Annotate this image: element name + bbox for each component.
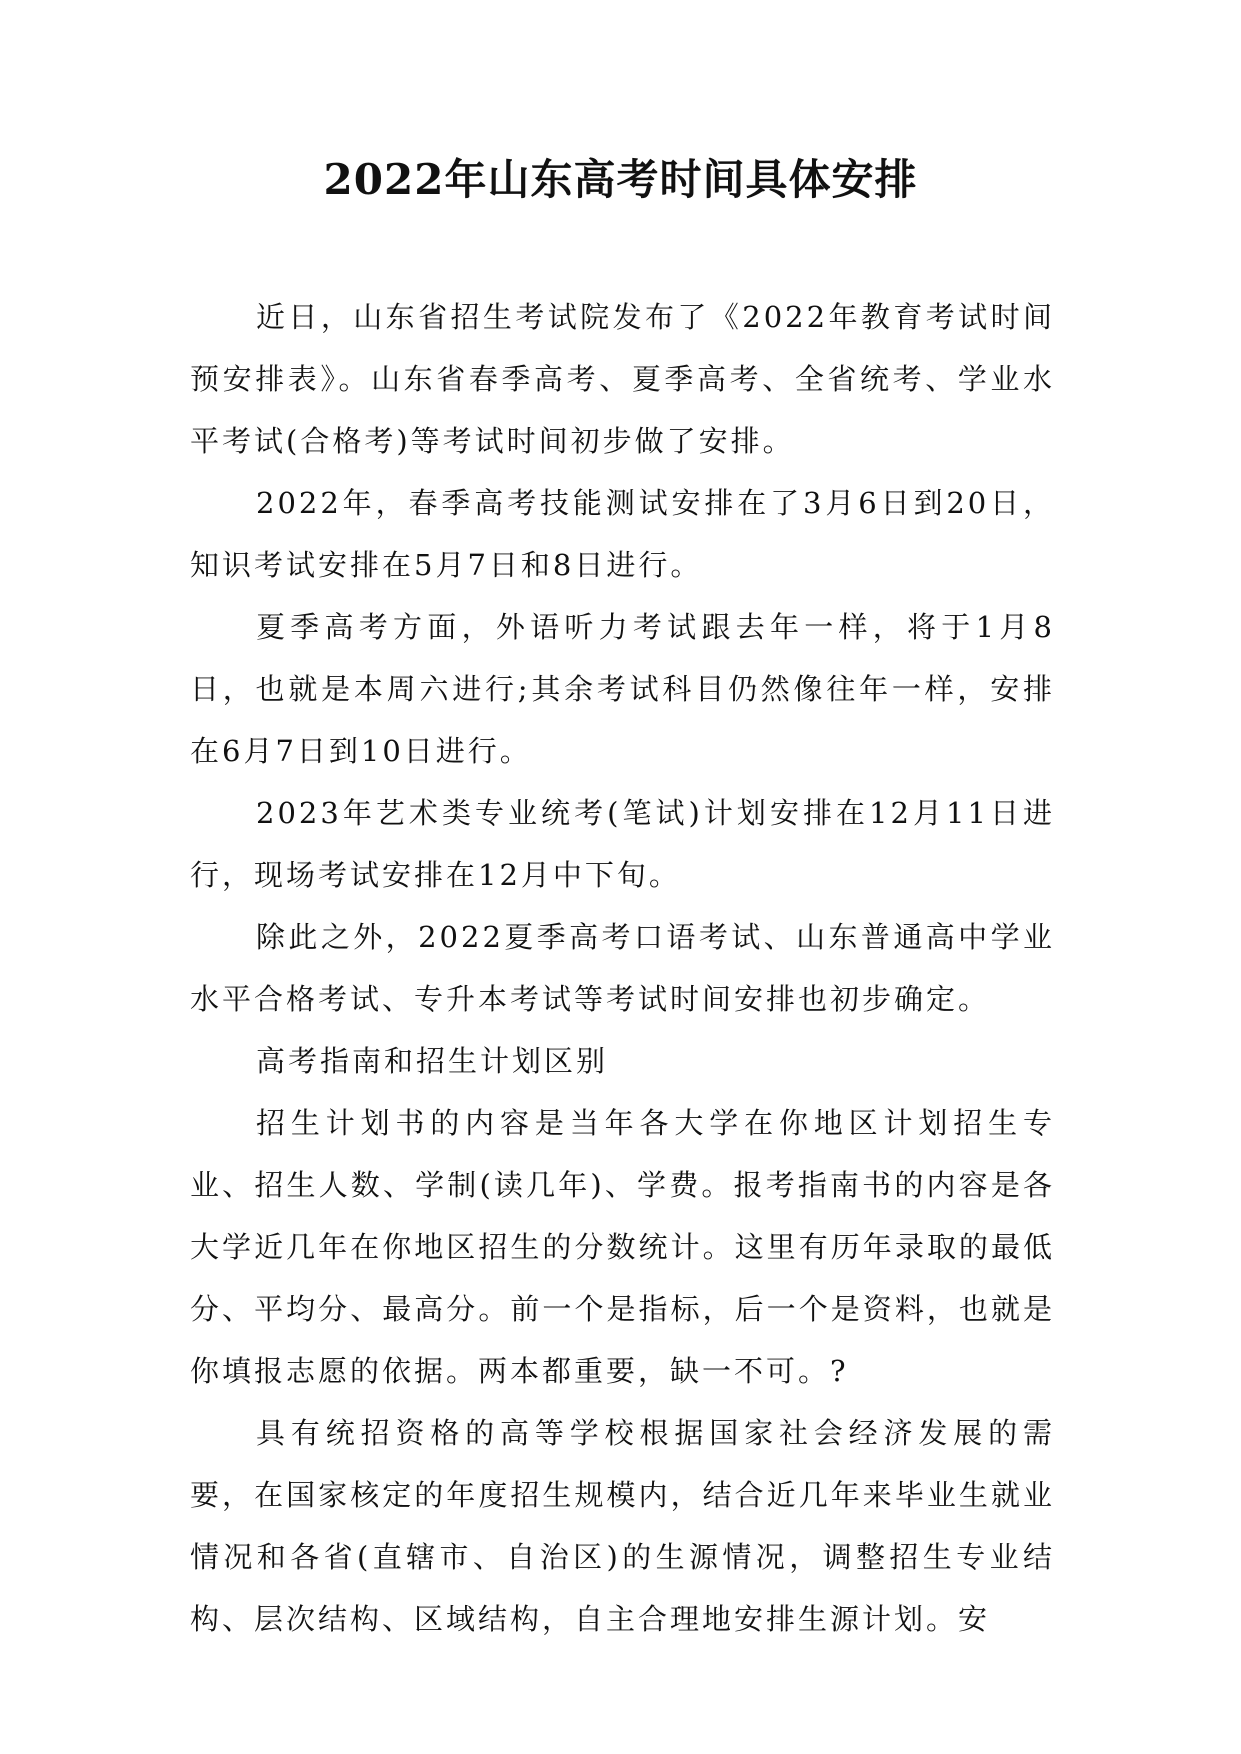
- paragraph-announcement: 近日，山东省招生考试院发布了《2022年教育考试时间预安排表》。山东省春季高考、夏季高考、全省统考、学业水平考试(合格考)等考试时间初步做了安排。: [190, 300, 1055, 458]
- section-subheading: 高考指南和招生计划区别: [256, 1044, 609, 1078]
- paragraph-art-exam: 2023年艺术类专业统考(笔试)计划安排在12月11日进行，现场考试安排在12月中下旬。: [190, 796, 1055, 892]
- paragraph-enrollment-plan: 具有统招资格的高等学校根据国家社会经济发展的需要，在国家核定的年度招生规模内，结合近几年来毕业生就业情况和各省(直辖市、自治区)的生源情况，调整招生专业结构、层次结构、区域结构，自主合理地安排生源计划。安: [190, 1416, 1055, 1636]
- paragraph-guide-difference: 招生计划书的内容是当年各大学在你地区计划招生专业、招生人数、学制(读几年)、学费。报考指南书的内容是各大学近几年在你地区招生的分数统计。这里有历年录取的最低分、平均分、最高分。前一个是指标，后一个是资料，也就是你填报志愿的依据。两本都重要，缺一不可。?: [190, 1106, 1055, 1388]
- paragraph-spring-exam: 2022年，春季高考技能测试安排在了3月6日到20日，知识考试安排在5月7日和8日进行。: [190, 486, 1055, 582]
- document-title: 2022年山东高考时间具体安排: [323, 155, 918, 204]
- document-body: [190, 286, 1055, 1650]
- paragraph-other-exams: 除此之外，2022夏季高考口语考试、山东普通高中学业水平合格考试、专升本考试等考试时间安排也初步确定。: [190, 920, 1055, 1016]
- paragraph-summer-exam: 夏季高考方面，外语听力考试跟去年一样，将于1月8日，也就是本周六进行;其余考试科目仍然像往年一样，安排在6月7日到10日进行。: [190, 610, 1055, 768]
